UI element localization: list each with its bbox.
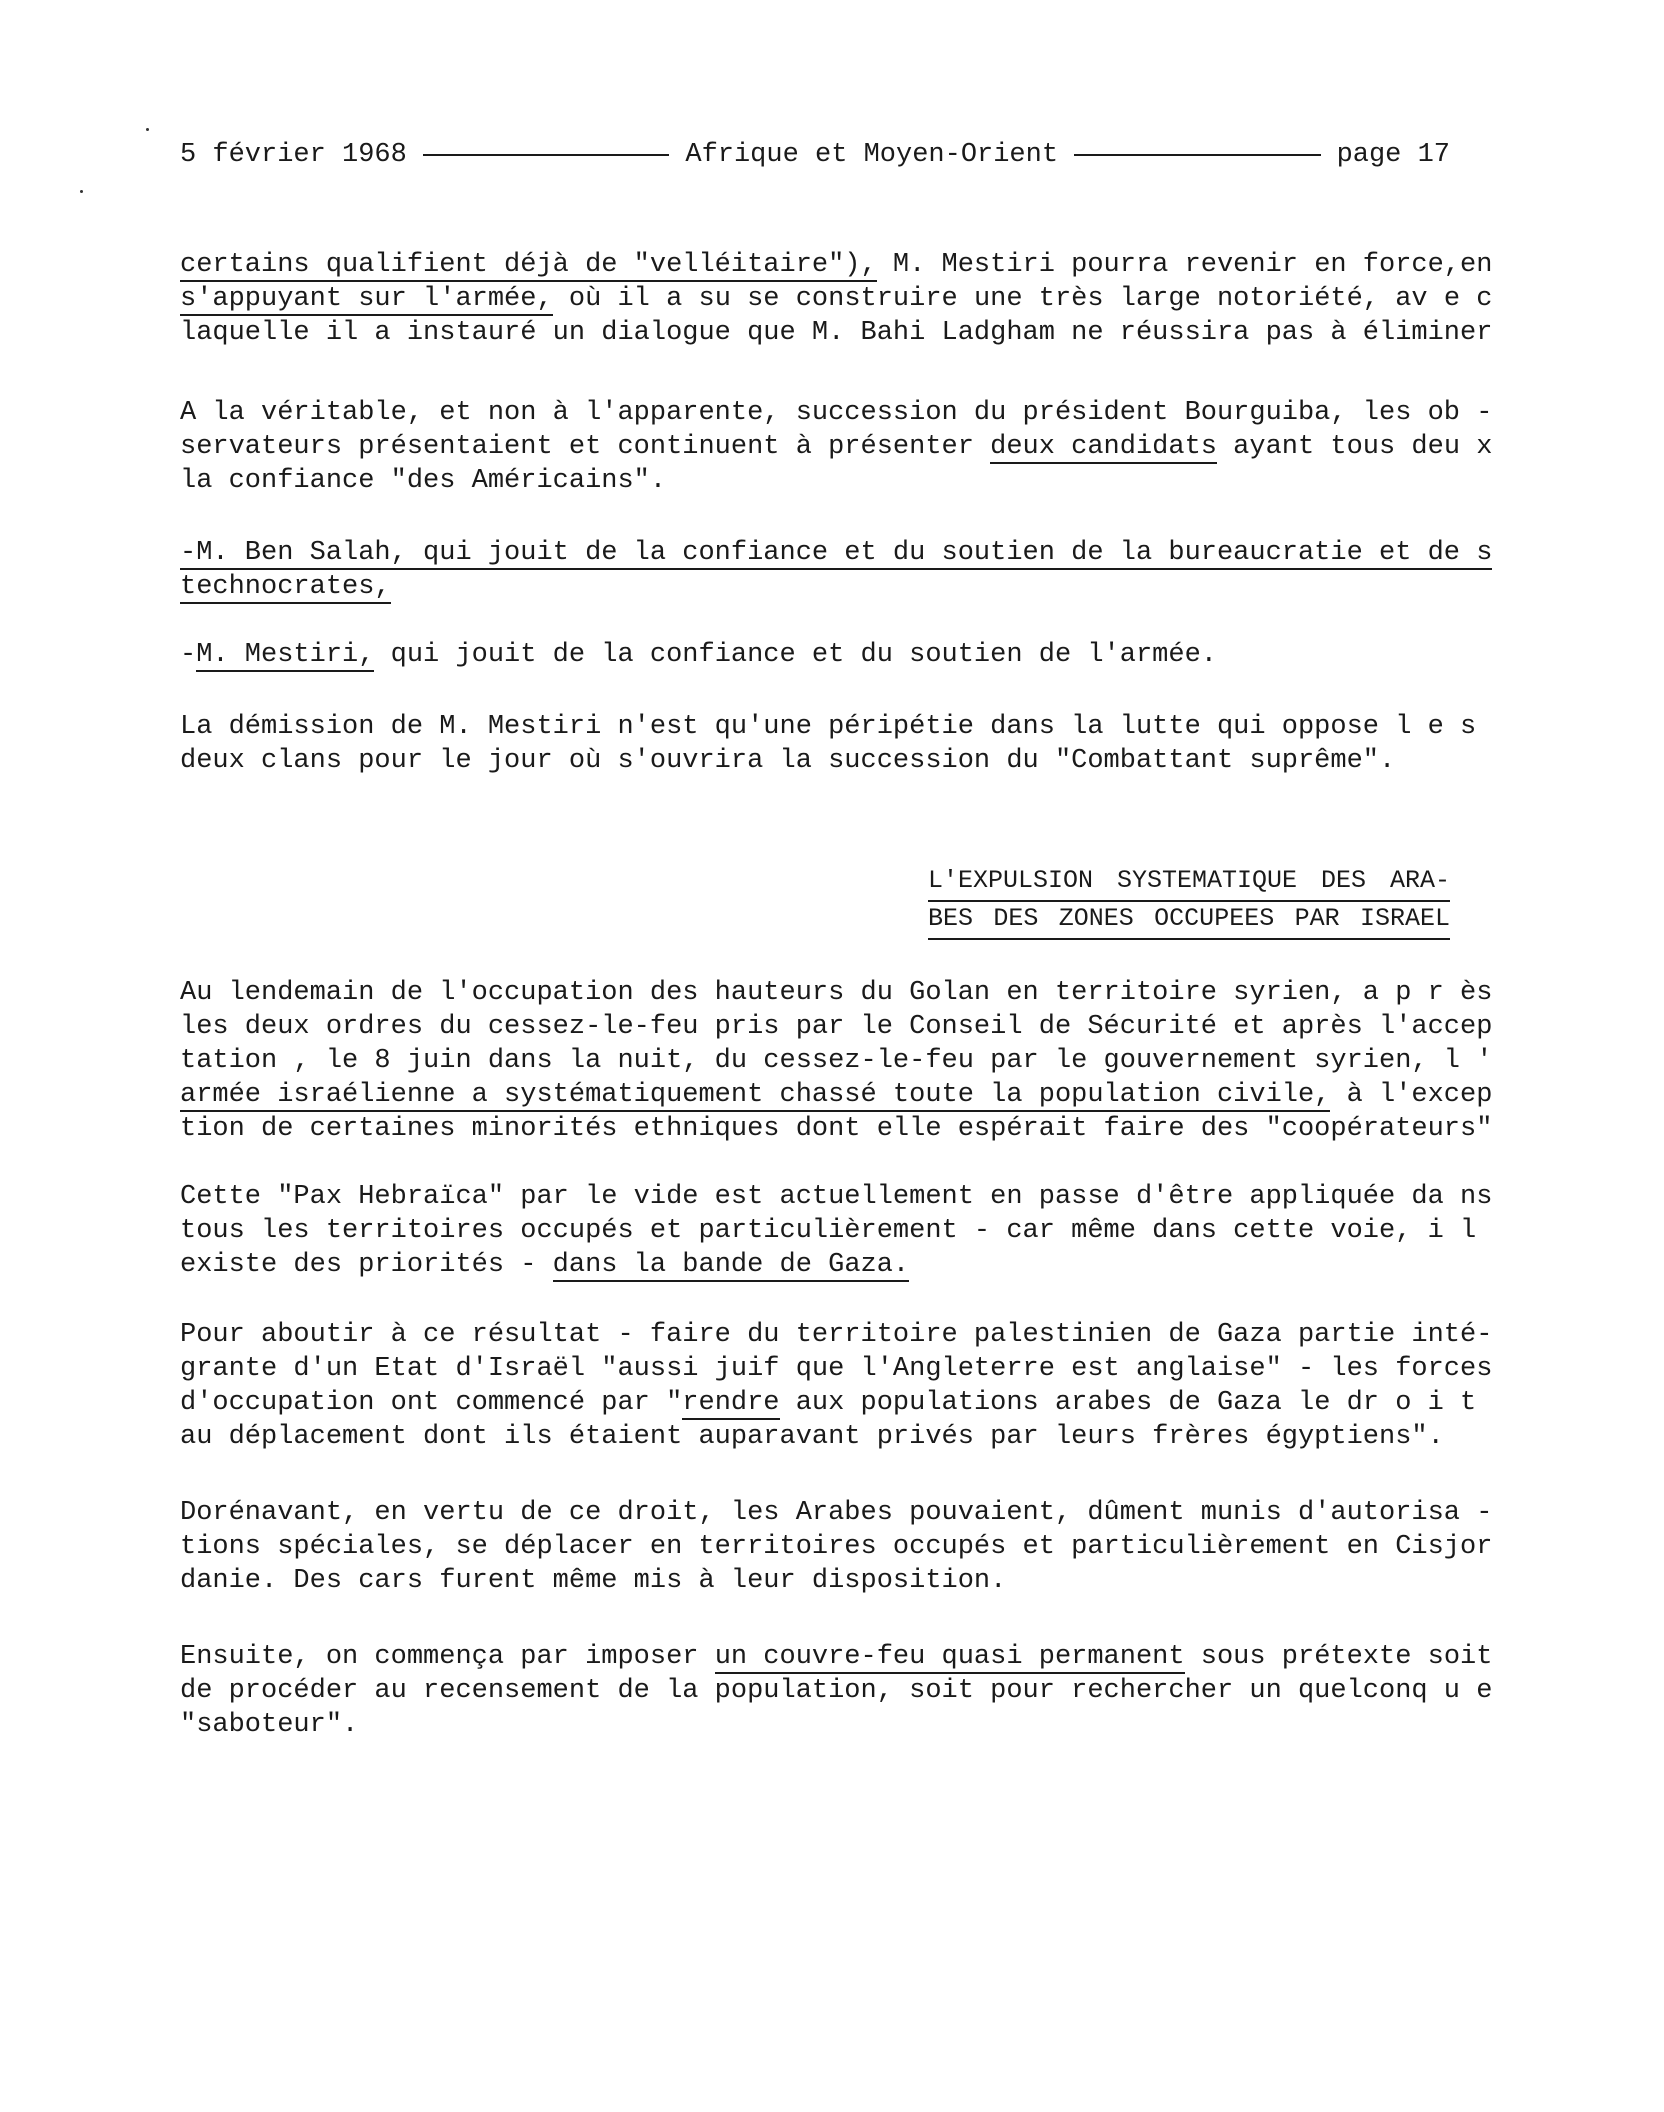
text-line [180, 1530, 1493, 1564]
underlined-text: technocrates, [180, 572, 391, 602]
paragraph [180, 1496, 1493, 1598]
text-line [180, 536, 1493, 570]
header-rule-left [423, 154, 670, 156]
text-segment: Pour aboutir à ce résultat - faire du territoire palestinien de Gaza partie inté- [180, 1320, 1493, 1350]
text-line [180, 1674, 1493, 1708]
paragraph [180, 1180, 1493, 1282]
text-line [180, 976, 1493, 1010]
text-line [180, 1248, 1452, 1282]
text-line [180, 1010, 1493, 1044]
paragraph [180, 1318, 1493, 1454]
scan-speck [80, 190, 83, 193]
text-line [180, 1386, 1477, 1420]
text-line [180, 1420, 1452, 1454]
text-segment: grante d'un Etat d'Israël "aussi juif que l'Angleterre est anglaise" - les forces [180, 1354, 1493, 1384]
text-line [180, 316, 1493, 350]
paragraph [180, 638, 1452, 672]
text-segment: à l'excep [1330, 1080, 1493, 1110]
header-date: 5 février 1968 [180, 140, 407, 170]
text-line [180, 744, 1452, 778]
header-rule-right [1074, 154, 1321, 156]
header-page-number: page 17 [1336, 140, 1450, 170]
text-line [180, 464, 1452, 498]
text-line [180, 282, 1493, 316]
paragraph [180, 396, 1493, 498]
underlined-text: certains qualifient déjà de "velléitaire"), [180, 250, 877, 280]
text-segment: Dorénavant, en vertu de ce droit, les Arabes pouvaient, dûment munis d'autorisa - [180, 1498, 1493, 1528]
text-line [180, 1708, 1452, 1742]
text-segment: qui jouit de la confiance et du soutien de l'armée. [374, 640, 1217, 670]
text-line [180, 1112, 1493, 1146]
text-line [180, 710, 1477, 744]
paragraph [180, 1640, 1493, 1742]
underlined-text: -M. Ben Salah, qui jouit de la confiance et du soutien de la bureaucratie et de s [180, 538, 1493, 568]
paragraph [180, 536, 1493, 604]
text-segment: existe des priorités - [180, 1250, 553, 1280]
text-segment: tion de certaines minorités ethniques dont elle espérait faire des "coopérateurs" [180, 1114, 1493, 1144]
text-segment: laquelle il a instauré un dialogue que M. Bahi Ladgham ne réussira pas à éliminer [180, 318, 1493, 348]
underlined-text: un couvre-feu quasi permanent [714, 1642, 1185, 1672]
text-line [180, 1318, 1493, 1352]
text-line [180, 1180, 1493, 1214]
page-header [180, 140, 1450, 170]
text-segment: au déplacement dont ils étaient auparavant privés par leurs frères égyptiens". [180, 1422, 1444, 1452]
underlined-text: armée israélienne a systématiquement chassé toute la population civile, [180, 1080, 1331, 1110]
text-line [180, 1640, 1493, 1674]
text-segment: danie. Des cars furent même mis à leur disposition. [180, 1566, 1007, 1596]
heading-line-1: L'EXPULSION SYSTEMATIQUE DES ARA- [928, 864, 1450, 902]
text-segment: A la véritable, et non à l'apparente, succession du président Bourguiba, les ob - [180, 398, 1493, 428]
heading-line-2: BES DES ZONES OCCUPEES PAR ISRAEL [928, 902, 1450, 940]
text-segment: ayant tous deu x [1216, 432, 1493, 462]
paragraph [180, 248, 1493, 350]
text-segment: La démission de M. Mestiri n'est qu'une péripétie dans la lutte qui oppose l e s [180, 712, 1477, 742]
paragraph [180, 710, 1477, 778]
text-line [180, 1496, 1493, 1530]
text-line [180, 1044, 1493, 1078]
header-section: Afrique et Moyen-Orient [685, 140, 1059, 170]
text-segment: sous prétexte soit [1184, 1642, 1493, 1672]
text-segment: la confiance "des Américains". [180, 466, 667, 496]
underlined-text: deux candidats [990, 432, 1217, 462]
text-line [180, 1078, 1493, 1112]
text-segment: Au lendemain de l'occupation des hauteurs du Golan en territoire syrien, a p r ès [180, 978, 1493, 1008]
text-segment: M. Mestiri pourra revenir en force,en [876, 250, 1493, 280]
text-segment: Cette "Pax Hebraïca" par le vide est actuellement en passe d'être appliquée da ns [180, 1182, 1493, 1212]
text-segment: aux populations arabes de Gaza le dr o i t [779, 1388, 1477, 1418]
underlined-text: s'appuyant sur l'armée, [180, 284, 553, 314]
text-line [180, 1564, 1452, 1598]
underlined-text: rendre [682, 1388, 780, 1418]
text-segment: "saboteur". [180, 1710, 359, 1740]
text-line [180, 1214, 1477, 1248]
section-heading [928, 864, 1450, 940]
text-line [180, 430, 1493, 464]
text-line [180, 248, 1493, 282]
text-segment: tation , le 8 juin dans la nuit, du cessez-le-feu par le gouvernement syrien, l ' [180, 1046, 1493, 1076]
underlined-text: dans la bande de Gaza. [552, 1250, 910, 1280]
paragraph [180, 976, 1493, 1146]
text-line [180, 638, 1452, 672]
text-segment: les deux ordres du cessez-le-feu pris par le Conseil de Sécurité et après l'accep [180, 1012, 1493, 1042]
text-segment: où il a su se construire une très large notoriété, av e c [552, 284, 1493, 314]
scan-speck [146, 128, 149, 131]
text-segment: d'occupation ont commencé par " [180, 1388, 683, 1418]
text-segment: - [180, 640, 197, 670]
text-segment: servateurs présentaient et continuent à présenter [180, 432, 991, 462]
text-segment: de procéder au recensement de la population, soit pour rechercher un quelconq u e [180, 1676, 1493, 1706]
text-segment: Ensuite, on commença par imposer [180, 1642, 715, 1672]
text-line [180, 1352, 1493, 1386]
text-line [180, 396, 1493, 430]
underlined-text: M. Mestiri, [196, 640, 375, 670]
text-segment: tions spéciales, se déplacer en territoires occupés et particulièrement en Cisjor [180, 1532, 1493, 1562]
text-line [180, 570, 1452, 604]
text-segment: tous les territoires occupés et particulièrement - car même dans cette voie, i l [180, 1216, 1477, 1246]
text-segment: deux clans pour le jour où s'ouvrira la succession du "Combattant suprême". [180, 746, 1396, 776]
